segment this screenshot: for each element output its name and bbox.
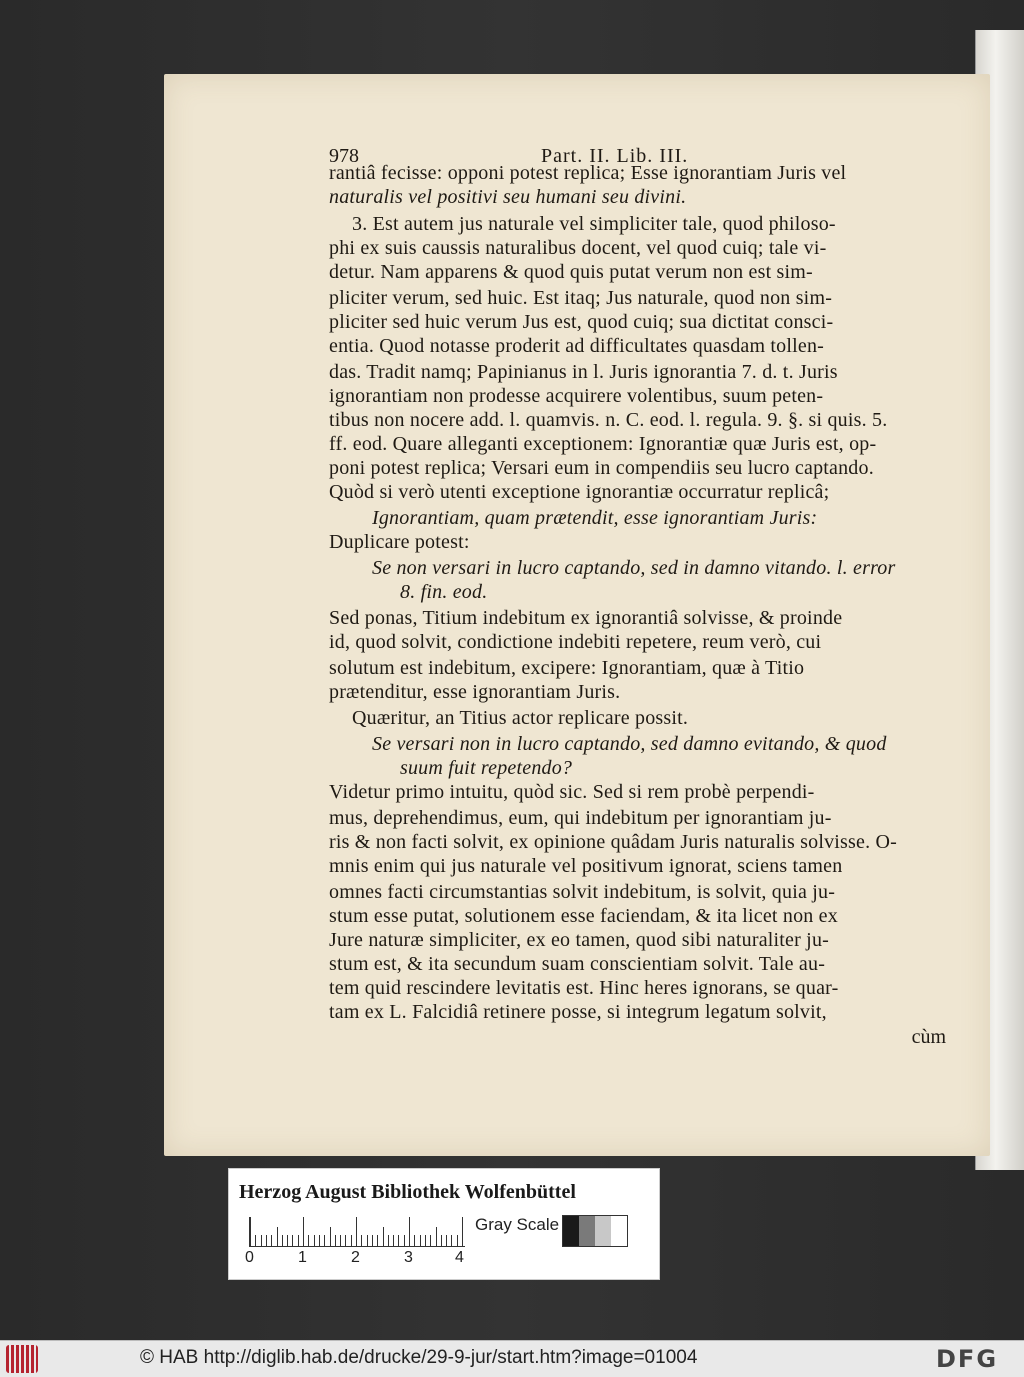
text-line: solutum est indebitum, excipere: Ignorantiam, quæ à Titio: [329, 657, 805, 679]
ruler-tick: [356, 1217, 357, 1247]
ruler-tick: [335, 1235, 336, 1247]
text-line: poni potest replica; Versari eum in compendiis seu lucro captando.: [329, 457, 874, 479]
grayscale-swatches: [562, 1215, 628, 1247]
text-line: Videtur primo intuitu, quòd sic. Sed si rem probè perpendi-: [329, 781, 815, 803]
scale-number-3: 3: [404, 1249, 413, 1266]
text-line: pliciter verum, sed huic. Est itaq; Jus naturale, quod non sim-: [329, 287, 833, 309]
ruler-tick: [277, 1227, 278, 1247]
ruler-tick: [430, 1235, 431, 1247]
hab-logo-icon: [6, 1345, 38, 1373]
page-number: 978: [329, 145, 359, 167]
text-line: Jure naturæ simpliciter, ex eo tamen, quod sibi naturaliter ju-: [329, 929, 830, 951]
text-line: 3. Est autem jus naturale vel simpliciter tale, quod philoso-: [352, 213, 836, 235]
ruler-tick: [314, 1235, 315, 1247]
ruler-tick: [351, 1235, 352, 1247]
catchword: cùm: [911, 1026, 946, 1048]
text-line: 8. fin. eod.: [400, 581, 488, 603]
scale-ruler: [249, 1217, 465, 1247]
scale-number-0: 0: [245, 1249, 254, 1266]
gray-swatch: [611, 1216, 627, 1246]
text-line: Duplicare potest:: [329, 531, 470, 553]
text-line: id, quod solvit, condictione indebiti repetere, reum verò, cui: [329, 631, 822, 653]
ruler-tick: [436, 1227, 437, 1247]
ruler-tick: [340, 1235, 341, 1247]
ruler-tick: [414, 1235, 415, 1247]
ruler-tick: [266, 1235, 267, 1247]
scale-number-1: 1: [298, 1249, 307, 1266]
text-line: naturalis vel positivi seu humani seu divini.: [329, 186, 687, 208]
ruler-tick: [388, 1235, 389, 1247]
ruler-tick: [425, 1235, 426, 1247]
ruler-tick: [308, 1235, 309, 1247]
text-line: entia. Quod notasse proderit ad difficultates quasdam tollen-: [329, 335, 825, 357]
gray-swatch: [595, 1216, 611, 1246]
ruler-tick: [361, 1235, 362, 1247]
ruler-tick: [446, 1235, 447, 1247]
text-line: Quòd si verò utenti exceptione ignorantiæ occurratur replicâ;: [329, 481, 830, 503]
text-line: tibus non nocere add. l. quamvis. n. C. eod. l. regula. 9. §. si quis. 5.: [329, 409, 888, 431]
text-line: phi ex suis caussis naturalibus docent, vel quod cuiq; tale vi-: [329, 237, 827, 259]
ruler-tick: [451, 1235, 452, 1247]
footer-bar: [0, 1340, 1024, 1377]
ruler-tick: [330, 1227, 331, 1247]
text-line: Se versari non in lucro captando, sed damno evitando, & quod: [372, 733, 887, 755]
text-line: Quæritur, an Titius actor replicare possit.: [352, 707, 689, 729]
ruler-tick: [287, 1235, 288, 1247]
ruler-tick: [377, 1235, 378, 1247]
text-line: mnis enim qui jus naturale vel positivum ignorat, sciens tamen: [329, 855, 843, 877]
gray-swatch: [579, 1216, 595, 1246]
ruler-tick: [441, 1235, 442, 1247]
ruler-tick: [462, 1217, 463, 1247]
text-line: ignorantiam non prodesse acquirere volentibus, suum peten-: [329, 385, 824, 407]
text-line: Ignorantiam, quam prætendit, esse ignorantiam Juris:: [372, 507, 818, 529]
text-line: das. Tradit namq; Papinianus in l. Juris ignorantia 7. d. t. Juris: [329, 361, 838, 383]
text-line: omnes facti circumstantias solvit indebitum, is solvit, quia ju-: [329, 881, 836, 903]
ruler-tick: [420, 1235, 421, 1247]
text-line: stum esse putat, solutionem esse faciendam, & ita licet non ex: [329, 905, 838, 927]
ruler-tick: [292, 1235, 293, 1247]
text-line: prætenditur, esse ignorantiam Juris.: [329, 681, 621, 703]
running-head: Part. II. Lib. III.: [541, 145, 689, 167]
text-line: Sed ponas, Titium indebitum ex ignorantiâ solvisse, & proinde: [329, 607, 843, 629]
ruler-tick: [271, 1235, 272, 1247]
text-line: Se non versari in lucro captando, sed in damno vitando. l. error: [372, 557, 896, 579]
ruler-tick: [393, 1235, 394, 1247]
text-line: ff. eod. Quare alleganti exceptionem: Ignorantiæ quæ Juris est, op-: [329, 433, 877, 455]
ruler-tick: [404, 1235, 405, 1247]
text-line: detur. Nam apparens & quod quis putat verum non est sim-: [329, 261, 813, 283]
ruler-tick: [409, 1217, 410, 1247]
ruler-tick: [282, 1235, 283, 1247]
ruler-tick: [345, 1235, 346, 1247]
ruler-tick: [319, 1235, 320, 1247]
reference-card: [228, 1168, 660, 1280]
scale-number-2: 2: [351, 1249, 360, 1266]
ruler-tick: [398, 1235, 399, 1247]
text-line: pliciter sed huic verum Jus est, quod cuiq; sua dictitat consci-: [329, 311, 834, 333]
ruler-tick: [303, 1217, 304, 1247]
text-line: suum fuit repetendo?: [400, 757, 573, 779]
ruler-tick: [457, 1235, 458, 1247]
ruler-tick: [261, 1235, 262, 1247]
grayscale-label: Gray Scale: [475, 1215, 560, 1234]
text-line: tem quid rescindere levitatis est. Hinc heres ignorans, se quar-: [329, 977, 839, 999]
scale-number-4: 4: [455, 1249, 464, 1266]
ruler-tick: [250, 1217, 251, 1247]
text-line: tam ex L. Falcidiâ retinere posse, si integrum legatum solvit,: [329, 1001, 827, 1023]
ruler-tick: [367, 1235, 368, 1247]
ruler-tick: [324, 1235, 325, 1247]
text-line: ris & non facti solvit, ex opinione quâdam Juris naturalis solvisse. O-: [329, 831, 898, 853]
ruler-tick: [298, 1235, 299, 1247]
ruler-tick: [372, 1235, 373, 1247]
ruler-tick: [255, 1235, 256, 1247]
library-title: Herzog August Bibliothek Wolfenbüttel: [239, 1181, 576, 1203]
dfg-logo-icon: DFG: [936, 1345, 999, 1373]
text-line: mus, deprehendimus, eum, qui indebitum per ignorantiam ju-: [329, 807, 832, 829]
footer-copyright-link[interactable]: © HAB http://diglib.hab.de/drucke/29-9-jur/start.htm?image=01004: [140, 1347, 698, 1368]
gray-swatch: [563, 1216, 579, 1246]
text-line: stum est, & ita secundum suam conscientiam solvit. Tale au-: [329, 953, 826, 975]
text-line: rantiâ fecisse: opponi potest replica; Esse ignorantiam Juris vel: [329, 162, 847, 184]
ruler-tick: [383, 1227, 384, 1247]
